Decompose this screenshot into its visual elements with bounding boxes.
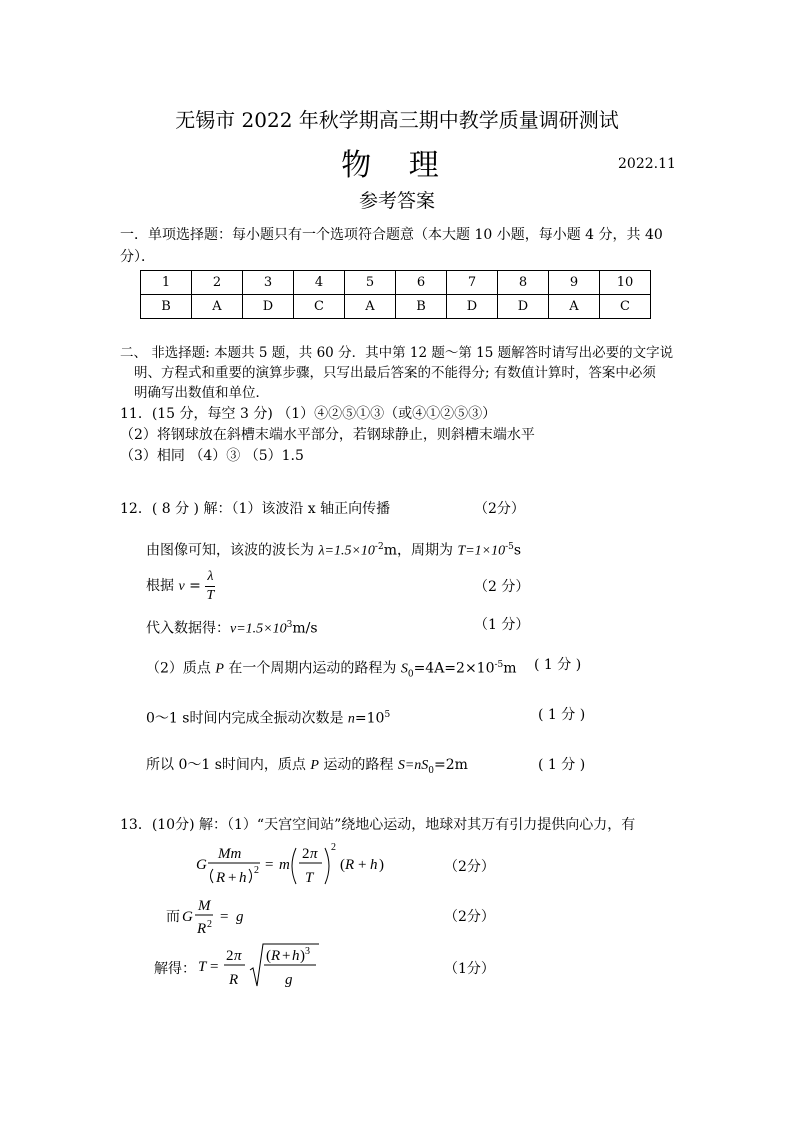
q12-path-exponent: -5 xyxy=(494,660,504,670)
q12-line4-prefix: 代入数据得： xyxy=(146,620,230,637)
svg-text:2: 2 xyxy=(331,842,336,853)
svg-text:π: π xyxy=(234,948,242,964)
q13-eq2-prefix: 而 xyxy=(166,909,180,925)
section2-heading-line1: 二、 非选择题: 本题共 5 题，共 60 分．其中第 12 题～第 15 题解答时请写出必要的文字说 xyxy=(120,345,674,361)
answer-cell: A xyxy=(345,295,396,319)
svg-text:g: g xyxy=(236,909,244,925)
q12-oscillation-count-line xyxy=(146,706,390,729)
q12-point-p: P xyxy=(215,661,224,677)
q12-period-exponent: -5 xyxy=(505,542,514,552)
q12-velocity-exponent: 3 xyxy=(286,620,293,630)
subject-title: 物 理 xyxy=(341,148,453,183)
svg-text:=: = xyxy=(210,959,219,975)
svg-text:R: R xyxy=(197,921,207,937)
q12-total-path-line xyxy=(146,756,468,780)
question-number: 6 xyxy=(396,271,447,295)
svg-text:h: h xyxy=(370,857,378,873)
q12-line5-prefix: （2）质点 xyxy=(146,660,216,677)
q12-count-exponent: 5 xyxy=(384,710,391,720)
svg-text:T: T xyxy=(305,870,314,886)
svg-text:3: 3 xyxy=(305,946,310,957)
svg-text:=: = xyxy=(220,909,229,925)
q13-heading: 13．(10分) 解：（1）“天宫空间站”绕地心运动，地球对其万有引力提供向心力，有 xyxy=(120,817,636,833)
q12-total-path-score: ( 1 分 ) xyxy=(538,757,586,773)
q11-line1: 11．(15 分，每空 3 分) （1）④②⑤①③（或④①②⑤③） xyxy=(120,406,497,422)
svg-text:2: 2 xyxy=(226,948,234,964)
svg-text:m: m xyxy=(279,857,290,873)
exam-date: 2022.11 xyxy=(618,156,676,172)
question-number: 4 xyxy=(294,271,345,295)
q12-count-score: ( 1 分 ) xyxy=(538,707,586,723)
q12-line7-prefix: 所以 0～1 s时间内，质点 xyxy=(146,757,311,773)
answer-cell: D xyxy=(498,295,549,319)
q12-velocity-symbol: v xyxy=(178,579,185,594)
question-number: 9 xyxy=(549,271,600,295)
q12-velocity-value: v=1.5×10 xyxy=(230,621,287,637)
answer-cell: A xyxy=(192,295,243,319)
svg-text:h: h xyxy=(292,948,300,964)
question-number: 10 xyxy=(600,271,651,295)
q12-line3-prefix: 根据 xyxy=(146,578,179,594)
svg-text:): ) xyxy=(300,948,305,964)
svg-text:G: G xyxy=(182,909,193,925)
svg-text:Mm: Mm xyxy=(218,846,242,862)
q12-formula-line: 根据 v = $\frac{\lambda}{T}$ xyxy=(146,568,215,603)
q12-wavelength-exponent: -2 xyxy=(374,542,384,552)
q11-line3: （3）相同 （4）③ （5）1.5 xyxy=(120,448,304,464)
q12-path-unit: m xyxy=(503,660,517,677)
answer-cell: A xyxy=(549,295,600,319)
answer-cell: B xyxy=(141,295,192,319)
svg-text:G: G xyxy=(196,857,207,873)
q12-line2-prefix: 由图像可知，该波的波长为 xyxy=(146,542,319,559)
answer-row xyxy=(141,295,651,319)
q13-eq3-score: （1分） xyxy=(444,961,495,977)
section2-heading-line3: 明确写出数值和单位． xyxy=(134,385,269,401)
svg-text:g: g xyxy=(285,972,293,988)
question-number: 3 xyxy=(243,271,294,295)
svg-text:2: 2 xyxy=(254,865,259,876)
q12-formula-score: （2 分） xyxy=(474,579,530,595)
svg-text:R: R xyxy=(216,870,226,886)
svg-text:2: 2 xyxy=(302,846,310,862)
q12-period: T=1×10 xyxy=(457,543,506,559)
section1-heading-line2: 分）． xyxy=(120,249,155,265)
q12-count-symbol: n xyxy=(347,711,355,727)
q11-line2: （2）将钢球放在斜槽末端水平部分，若钢球静止，则斜槽末端水平 xyxy=(120,427,535,443)
q13-period-result-equation xyxy=(196,940,326,992)
question-number: 5 xyxy=(345,271,396,295)
q12-point-p-2: P xyxy=(310,758,319,773)
svg-text:R: R xyxy=(271,948,281,964)
answer-key-title: 参考答案 xyxy=(358,190,435,212)
q12-path-symbol: S xyxy=(400,661,408,677)
q12-line7-mid: 运动的路程 xyxy=(318,757,398,773)
q12-fraction-numerator: λ xyxy=(205,568,215,587)
svg-text:R: R xyxy=(345,857,355,873)
q13-gravity-equation xyxy=(192,838,402,892)
q12-path-score: ( 1 分 ) xyxy=(534,657,582,673)
svg-text:+: + xyxy=(282,948,291,964)
q13-eq1-score: （2分） xyxy=(444,859,495,875)
question-number: 2 xyxy=(192,271,243,295)
svg-text:2: 2 xyxy=(207,919,212,930)
document-title: 无锡市 2022 年秋学期高三期中教学质量调研测试 xyxy=(175,108,619,132)
svg-text:T: T xyxy=(198,959,207,975)
q12-total-path-value: =2m xyxy=(434,757,468,773)
question-number: 8 xyxy=(498,271,549,295)
answer-cell: D xyxy=(243,295,294,319)
q12-total-path-expression: S=nS xyxy=(397,758,429,773)
svg-text:(: ( xyxy=(340,857,345,873)
answer-table xyxy=(140,270,651,319)
answer-cell: C xyxy=(600,295,651,319)
q12-line2-mid: m，周期为 xyxy=(383,542,458,559)
svg-text:): ) xyxy=(379,857,384,873)
q12-heading-score: （2分） xyxy=(474,501,525,517)
svg-text:h: h xyxy=(239,870,247,886)
q12-line5-mid: 在一个周期内运动的路程为 xyxy=(223,660,401,677)
q13-eq3-prefix: 解得： xyxy=(154,961,196,977)
q12-velocity-score: （1 分） xyxy=(474,617,530,633)
q12-line6-prefix: 0～1 s时间内完成全振动次数是 xyxy=(146,710,348,727)
q12-wavelength: λ=1.5×10 xyxy=(318,543,375,559)
answer-cell: B xyxy=(396,295,447,319)
question-number: 7 xyxy=(447,271,498,295)
svg-text:M: M xyxy=(198,898,211,914)
q12-velocity-result-line xyxy=(146,616,318,639)
q12-line2-end: s xyxy=(513,542,522,559)
q12-path-value: =4A=2×10 xyxy=(413,660,495,677)
q12-wavelength-line xyxy=(146,538,521,561)
q12-heading: 12．( 8 分 ) 解：（1）该波沿 x 轴正向传播 xyxy=(120,501,391,517)
svg-text:+: + xyxy=(358,857,367,873)
question-number: 1 xyxy=(141,271,192,295)
q12-fraction-denominator: T xyxy=(206,587,215,603)
q13-surface-gravity-equation xyxy=(180,894,260,940)
q12-path-subscript: 0 xyxy=(407,669,414,680)
svg-text:=: = xyxy=(265,857,274,873)
answer-cell: D xyxy=(447,295,498,319)
svg-text:R: R xyxy=(229,972,239,988)
q13-eq2-score: （2分） xyxy=(444,909,495,925)
q12-path-per-period-line xyxy=(146,656,517,683)
q12-velocity-unit: m/s xyxy=(292,620,318,637)
svg-text:(: ( xyxy=(266,948,271,964)
section1-heading-line1: 一．单项选择题：每小题只有一个选项符合题意（本大题 10 小题，每小题 4 分，共 40 xyxy=(120,227,663,243)
question-number-row xyxy=(141,271,651,295)
section2-heading-line2: 明、方程式和重要的演算步骤，只写出最后答案的不能得分; 有数值计算时，答案中必须 xyxy=(134,365,656,381)
answer-cell: C xyxy=(294,295,345,319)
q12-total-path-subscript: 0 xyxy=(428,765,435,776)
svg-text:π: π xyxy=(310,846,318,862)
svg-text:+: + xyxy=(228,870,237,886)
q12-velocity-fraction xyxy=(205,568,215,605)
q12-count-value: =10 xyxy=(354,710,385,727)
